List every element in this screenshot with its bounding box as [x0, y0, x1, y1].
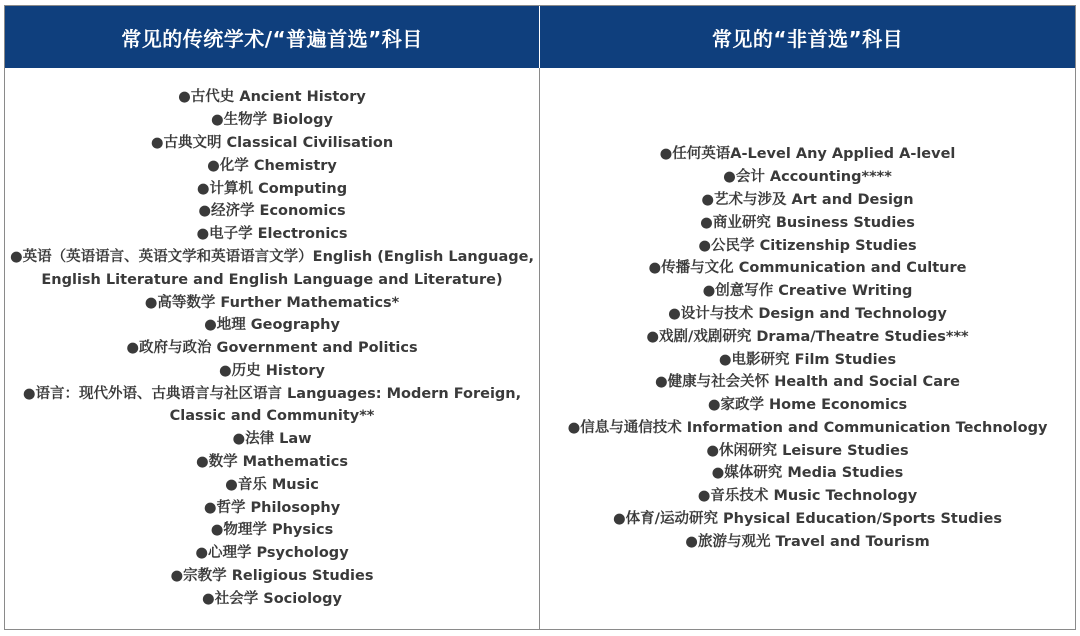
preferred-subject-item: ●法律 Law [232, 431, 312, 448]
non-preferred-subject-item: ●健康与社会关怀 Health and Social Care [655, 374, 960, 391]
non-preferred-subject-item: ●商业研究 Business Studies [700, 214, 915, 231]
preferred-subject-item: ●物理学 Physics [210, 522, 334, 539]
preferred-subject-item: ●音乐 Music [225, 476, 319, 493]
preferred-subject-item: ●电子学 Electronics [196, 226, 348, 243]
non-preferred-subject-item: ●家政学 Home Economics [707, 397, 908, 414]
preferred-subject-item: Classic and Community** [169, 408, 375, 425]
preferred-subject-item: ●社会学 Sociology [202, 590, 342, 607]
preferred-subject-item: ●英语（英语语言、英语文学和英语语言文学）English (English Language, [10, 248, 534, 265]
preferred-subject-item: ●语言：现代外语、古典语言与社区语言 Languages: Modern Foreign, [22, 385, 522, 402]
non-preferred-subject-item: ●戏剧/戏剧研究 Drama/Theatre Studies*** [646, 328, 969, 345]
header-non-preferred-subjects: 常见的“非首选”科目 [540, 6, 1075, 68]
preferred-subject-item: ●宗教学 Religious Studies [170, 568, 374, 585]
non-preferred-subject-item: ●公民学 Citizenship Studies [698, 237, 917, 254]
non-preferred-subject-item: ●旅游与观光 Travel and Tourism [685, 533, 930, 550]
preferred-subject-item: ●计算机 Computing [196, 180, 348, 197]
preferred-subject-item: ●政府与政治 Government and Politics [126, 340, 418, 357]
non-preferred-subject-item: ●媒体研究 Media Studies [711, 465, 904, 482]
preferred-subject-item: ●心理学 Psychology [195, 545, 349, 562]
non-preferred-subject-item: ●电影研究 Film Studies [718, 351, 897, 368]
non-preferred-subject-item: ●体育/运动研究 Physical Education/Sports Studies [613, 511, 1002, 528]
non-preferred-subject-item: ●设计与技术 Design and Technology [668, 305, 947, 322]
preferred-subject-item: ●哲学 Philosophy [203, 499, 341, 516]
preferred-subject-item: ●经济学 Economics [198, 203, 346, 220]
preferred-subject-item: ●化学 Chemistry [207, 157, 337, 174]
preferred-subject-item: ●高等数学 Further Mathematics* [144, 294, 400, 311]
non-preferred-subject-item: ●创意写作 Creative Writing [702, 283, 913, 300]
preferred-subject-item: ●古典文明 Classical Civilisation [150, 134, 394, 151]
non-preferred-subject-item: ●信息与通信技术 Information and Communication Technology [567, 419, 1048, 436]
preferred-subject-item: ●历史 History [219, 362, 325, 379]
preferred-subject-item: English Literature and English Language and Literature) [41, 271, 503, 288]
non-preferred-subject-item: ●任何英语A-Level Any Applied A-level [659, 146, 956, 163]
non-preferred-subjects-list [540, 68, 1075, 629]
non-preferred-subject-item: ●艺术与涉及 Art and Design [701, 191, 914, 208]
non-preferred-subject-item: ●会计 Accounting**** [723, 169, 892, 186]
non-preferred-subject-item: ●音乐技术 Music Technology [697, 488, 918, 505]
preferred-subject-item: ●生物学 Biology [211, 112, 333, 129]
non-preferred-subject-item: ●传播与文化 Communication and Culture [648, 260, 967, 277]
header-preferred-subjects: 常见的传统学术/“普遍首选”科目 [5, 6, 540, 68]
preferred-subjects-list [5, 68, 540, 629]
preferred-subject-item: ●地理 Geography [204, 317, 340, 334]
preferred-subject-item: ●数学 Mathematics [195, 454, 349, 471]
subjects-table [4, 5, 1076, 630]
preferred-subject-item: ●古代史 Ancient History [178, 89, 366, 106]
non-preferred-subject-item: ●休闲研究 Leisure Studies [706, 442, 909, 459]
